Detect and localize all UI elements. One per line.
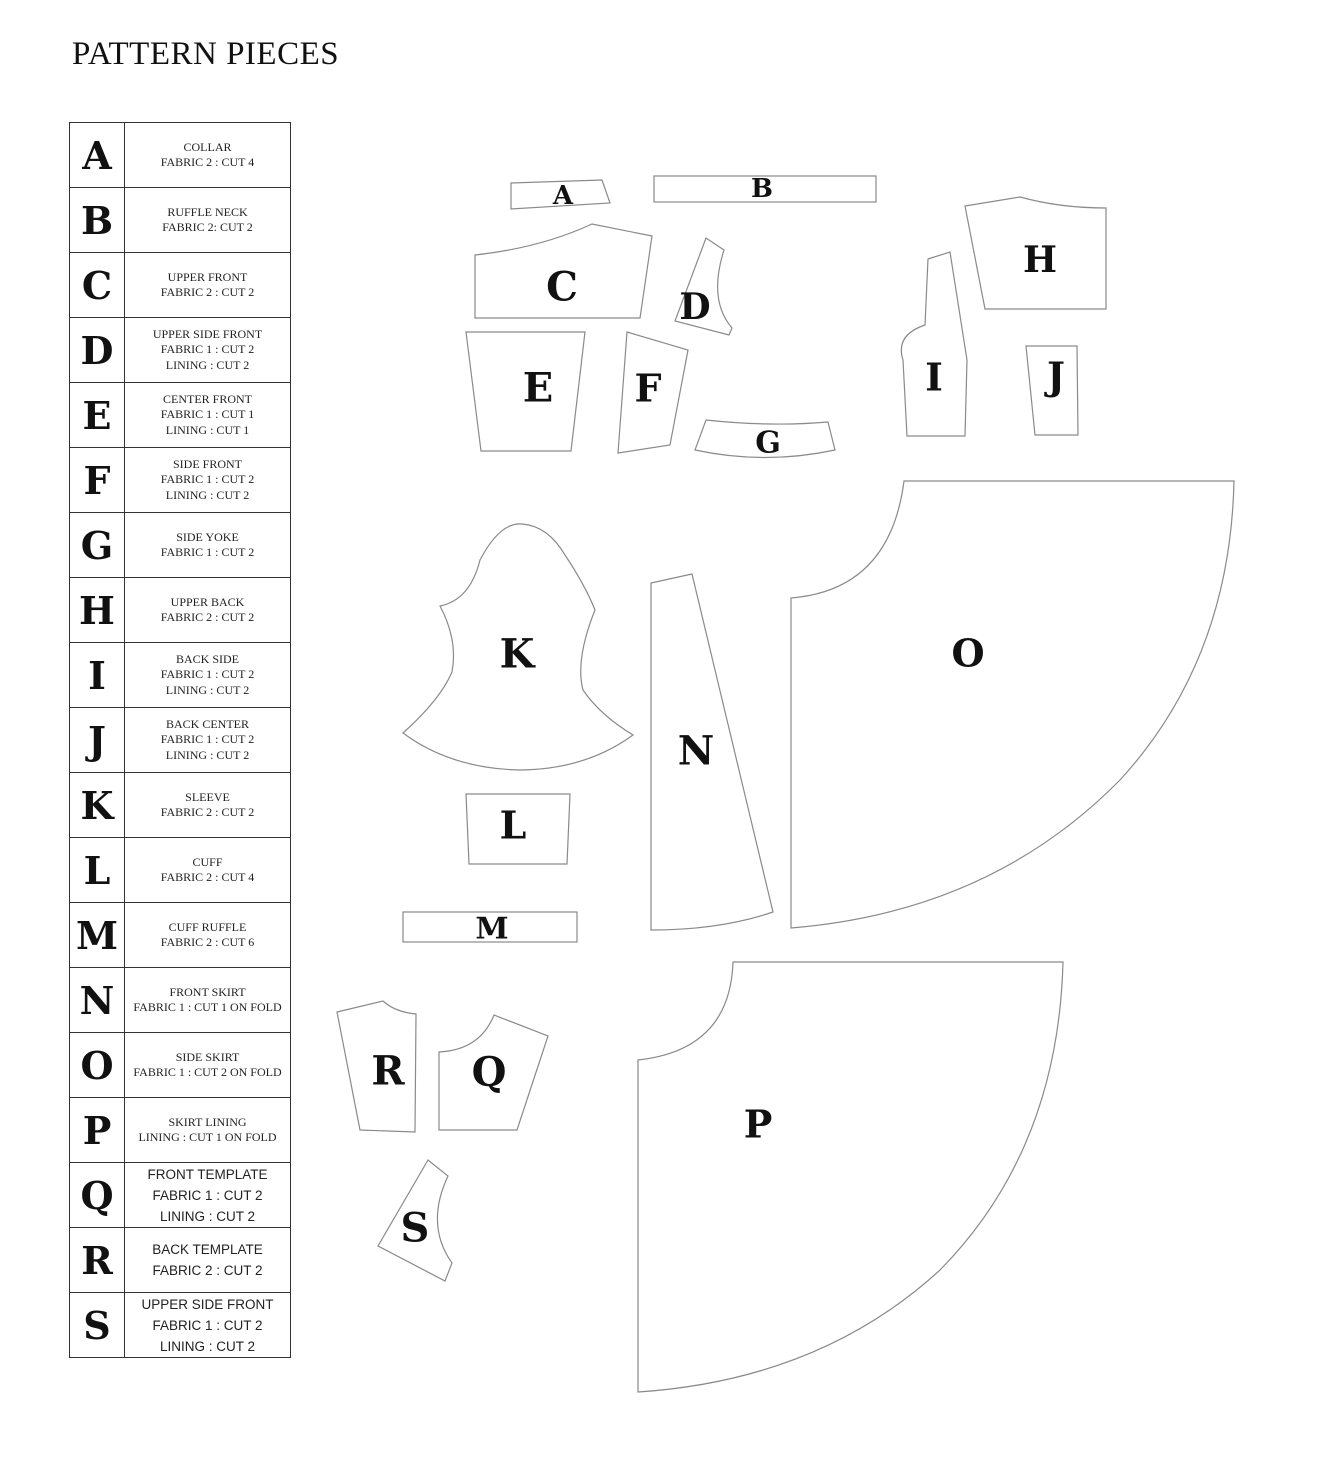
legend-description-line: BACK SIDE [175,651,239,666]
legend-description-line: LINING : CUT 2 [159,1338,256,1354]
legend-description-line: LINING : CUT 2 [165,747,250,762]
legend-description-line: FABRIC 2 : CUT 2 [152,1263,263,1278]
legend-description-line: SLEEVE [185,789,230,804]
legend-description-line: LINING : CUT 2 [165,487,250,502]
legend-letter: G [70,513,125,578]
piece-c [475,224,652,318]
legend-description-line: FABRIC 1 : CUT 2 [152,1187,263,1203]
legend-letter: C [70,253,125,318]
piece-b-label: B [751,174,773,204]
legend-description-line: FABRIC 2 : CUT 4 [160,870,255,884]
legend-description-line: CUFF RUFFLE [168,919,247,934]
piece-r [337,1001,416,1132]
legend-letter: M [70,903,125,968]
legend-description-line: FABRIC 1 : CUT 2 [152,1317,263,1333]
piece-h-label: H [1022,239,1058,281]
piece-i-label: I [925,354,943,400]
piece-f [618,332,688,453]
piece-l-label: L [499,802,527,848]
piece-k-label: K [499,630,535,678]
legend-description-line: SIDE YOKE [176,529,239,544]
legend-letter: N [70,968,125,1033]
piece-e-label: E [522,364,554,412]
legend-description-line: LINING : CUT 2 [165,682,250,697]
legend-description-line: LINING : CUT 1 [165,422,250,437]
legend-description-line: FABRIC 2: CUT 2 [162,220,253,234]
legend-description-line: FABRIC 1 : CUT 2 [160,732,255,747]
legend-letter: A [70,123,125,188]
legend-letter: Q [70,1163,125,1228]
legend-description-line: FABRIC 2 : CUT 2 [160,285,255,299]
legend-description-line: SKIRT LINING [168,1114,247,1129]
legend-description-line: FABRIC 1 : CUT 1 [160,407,255,422]
legend-description-line: FABRIC 1 : CUT 2 [160,472,255,487]
legend-description-line: COLLAR [183,139,232,154]
legend-description-line: FABRIC 1 : CUT 2 [160,667,255,682]
piece-m [403,912,577,947]
piece-h [965,197,1106,309]
legend-description-line: CENTER FRONT [162,391,252,406]
piece-k [403,524,633,770]
legend-description-line: UPPER FRONT [167,269,248,284]
legend-description-line: UPPER BACK [170,594,245,609]
legend-letter: I [70,643,125,708]
piece-a [511,180,610,211]
piece-s-label: S [400,1204,430,1252]
piece-g-label: G [755,425,781,461]
piece-j [1026,346,1078,435]
piece-e [466,332,585,451]
piece-a-label: A [552,181,574,211]
legend-letter: F [70,448,125,513]
piece-q [439,1015,548,1130]
legend-letter: J [70,708,125,773]
legend-description-line: SIDE FRONT [172,456,242,471]
piece-n [651,574,773,930]
legend-description-line: BACK CENTER [165,716,249,731]
piece-p-label: P [743,1101,773,1147]
legend-description-line: FABRIC 1 : CUT 1 ON FOLD [133,1000,282,1014]
legend-description-line: UPPER SIDE FRONT [152,326,263,341]
legend-description-line: FABRIC 2 : CUT 2 [160,610,255,624]
legend-description-line: RUFFLE NECK [167,204,248,219]
piece-i [901,252,967,436]
legend-description-line: FRONT SKIRT [169,984,246,999]
piece-l [466,794,570,864]
legend-letter: S [70,1293,125,1358]
piece-s [378,1160,452,1281]
legend-letter: B [70,188,125,253]
legend-letter: O [70,1033,125,1098]
legend-letter: K [70,773,125,838]
legend-description-line: FABRIC 1 : CUT 2 ON FOLD [133,1065,282,1079]
legend-letter: H [70,578,125,643]
piece-g [695,420,835,461]
legend-description-line: FABRIC 2 : CUT 2 [160,805,255,819]
legend-letter: P [70,1098,125,1163]
piece-q-label: Q [471,1048,507,1096]
piece-b [654,174,876,204]
page-title: PATTERN PIECES [72,36,340,72]
legend-description-line: FABRIC 2 : CUT 6 [160,935,255,949]
legend-description-line: LINING : CUT 2 [165,357,250,372]
legend-letter: E [70,383,125,448]
legend-description-line: LINING : CUT 2 [159,1208,256,1224]
legend-description-line: BACK TEMPLATE [152,1242,263,1257]
legend-description-line: CUFF [192,854,223,869]
piece-m-label: M [475,911,509,947]
legend-letter: R [70,1228,125,1293]
piece-f-label: F [634,365,662,411]
legend-description-line: SIDE SKIRT [175,1049,240,1064]
legend-letter: L [70,838,125,903]
piece-d [675,238,732,335]
piece-j-label: J [1047,353,1065,399]
legend-description-line: FABRIC 2 : CUT 4 [160,155,255,169]
piece-r-label: R [371,1047,405,1095]
piece-p [638,962,1063,1392]
legend-description-line: LINING : CUT 1 ON FOLD [138,1130,277,1144]
piece-n-label: N [677,727,715,775]
piece-o-label: O [951,630,985,676]
piece-d-label: D [679,286,711,328]
piece-c-label: C [546,263,578,311]
piece-o [791,481,1234,928]
legend-letter: D [70,318,125,383]
legend-description-line: FABRIC 1 : CUT 2 [160,545,255,559]
legend-description-line: FABRIC 1 : CUT 2 [160,342,255,357]
legend-description-line: FRONT TEMPLATE [147,1166,268,1182]
legend-description-line: UPPER SIDE FRONT [141,1296,274,1312]
